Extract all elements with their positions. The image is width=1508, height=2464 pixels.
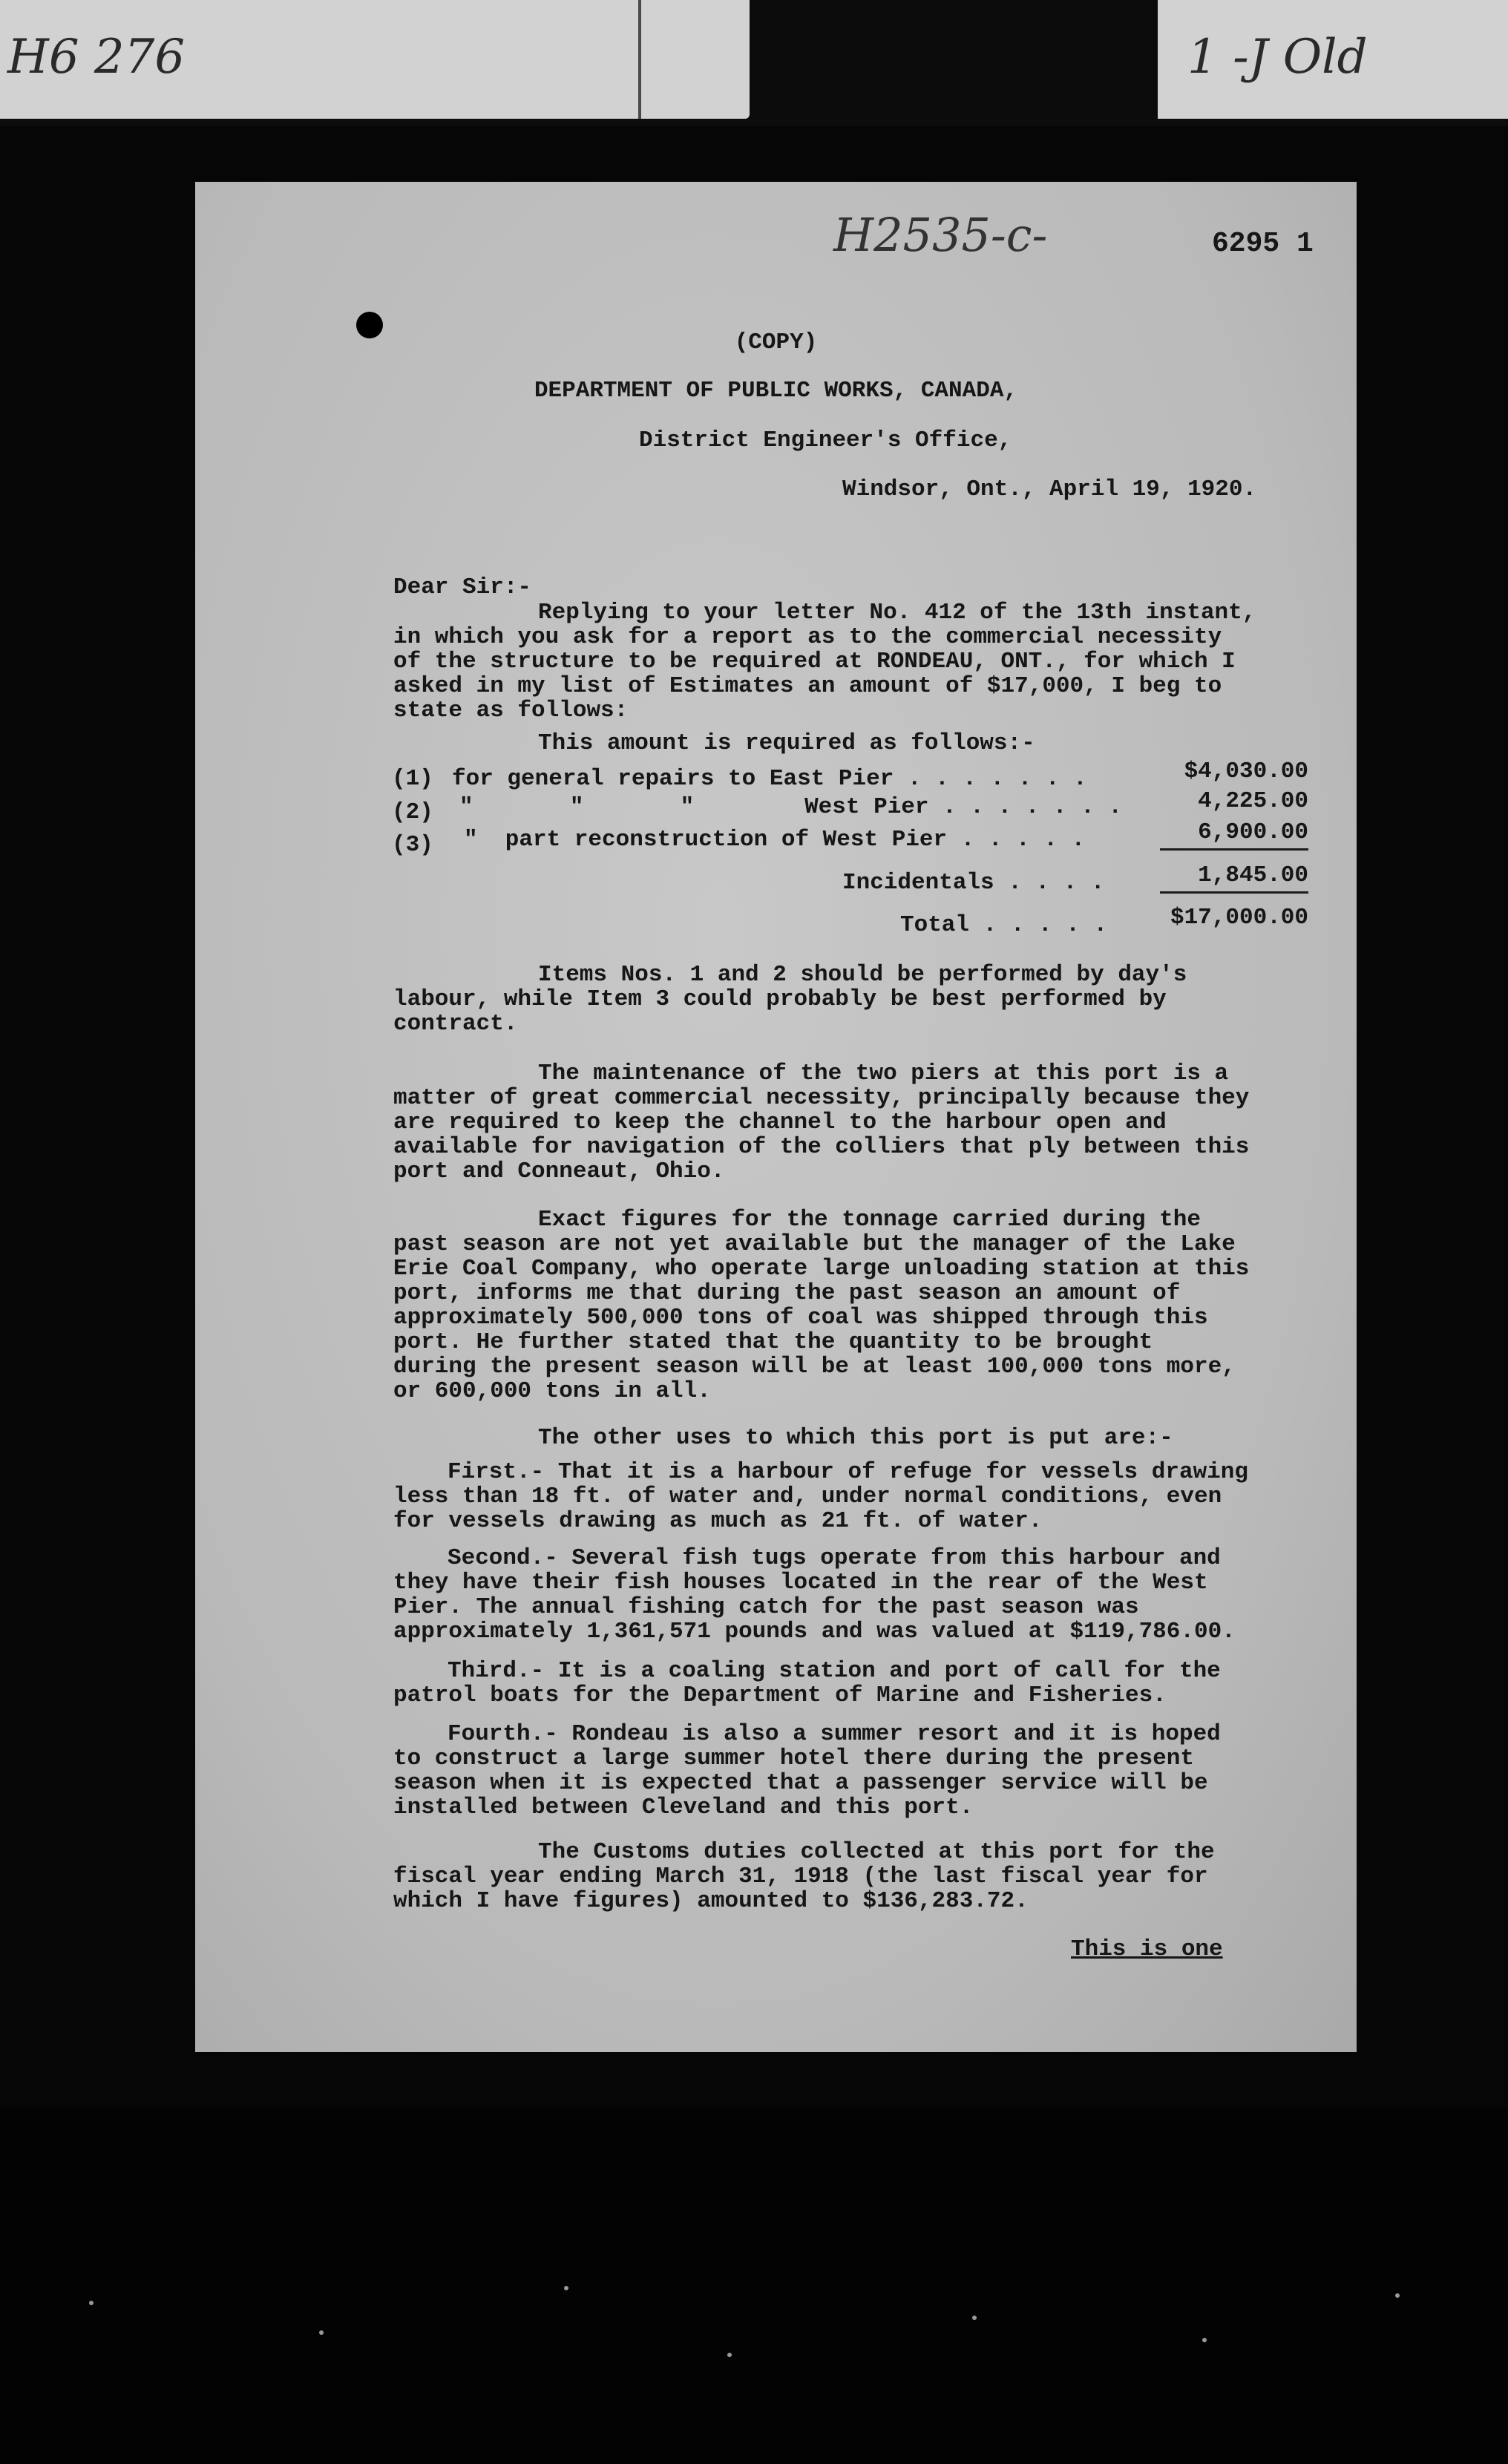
- film-speck: [1202, 2338, 1207, 2342]
- paragraph-line: Pier. The annual fishing catch for the past season was: [393, 1594, 1139, 1620]
- paragraph-line: available for navigation of the colliers that ply between this: [393, 1134, 1250, 1160]
- intro-line: Replying to your letter No. 412 of the 13th instant,: [538, 600, 1256, 626]
- item-amount: 4,225.00: [1198, 788, 1308, 814]
- intro-line: in which you ask for a report as to the commercial necessity: [393, 624, 1222, 650]
- document-page: [195, 182, 1357, 2052]
- paragraph-line: during the present season will be at least 100,000 tons more,: [393, 1354, 1236, 1380]
- item-amount: 6,900.00: [1198, 819, 1308, 845]
- microfilm-top-strip: [0, 0, 1508, 126]
- incidentals-label: Incidentals . . . .: [842, 870, 1105, 896]
- paragraph-line: port, informs me that during the past season an amount of: [393, 1280, 1181, 1306]
- total-rule: [1160, 891, 1308, 894]
- film-speck: [972, 2316, 977, 2320]
- frame-divider: [638, 0, 641, 119]
- intro-line: asked in my list of Estimates an amount of $17,000, I beg to: [393, 673, 1222, 699]
- department-heading: DEPARTMENT OF PUBLIC WORKS, CANADA,: [534, 378, 1018, 404]
- incidentals-amount: 1,845.00: [1198, 862, 1308, 888]
- paragraph-line: approximately 1,361,571 pounds and was valued at $119,786.00.: [393, 1619, 1236, 1645]
- paragraph-line: Third.- It is a coaling station and port of call for the: [448, 1658, 1221, 1684]
- paragraph-line: First.- That it is a harbour of refuge for vessels drawing: [448, 1459, 1248, 1485]
- subtotal-rule: [1160, 848, 1308, 851]
- paragraph-line: Second.- Several fish tugs operate from this harbour and: [448, 1545, 1221, 1571]
- paragraph-line: fiscal year ending March 31, 1918 (the last fiscal year for: [393, 1864, 1208, 1890]
- amount-intro: This amount is required as follows:-: [538, 730, 1035, 756]
- paragraph-line: port and Conneaut, Ohio.: [393, 1159, 725, 1185]
- intro-line: state as follows:: [393, 698, 629, 724]
- film-speck: [727, 2353, 732, 2357]
- film-speck: [319, 2330, 324, 2335]
- copy-label: (COPY): [734, 330, 818, 355]
- paragraph-line: contract.: [393, 1011, 518, 1037]
- item-description: " part reconstruction of West Pier . . . . .: [464, 827, 1086, 853]
- paragraph-line: patrol boats for the Department of Marine and Fisheries.: [393, 1682, 1167, 1708]
- paragraph-line: they have their fish houses located in the rear of the West: [393, 1570, 1208, 1596]
- paragraph-line: past season are not yet available but the manager of the Lake: [393, 1231, 1236, 1257]
- paragraph-line: or 600,000 tons in all.: [393, 1378, 711, 1404]
- paragraph-line: are required to keep the channel to the harbour open and: [393, 1110, 1167, 1136]
- paragraph-line: Items Nos. 1 and 2 should be performed by day's: [538, 962, 1187, 988]
- microfilm-bottom-strip: [0, 2108, 1508, 2464]
- paragraph-line: The other uses to which this port is put are:-: [538, 1425, 1173, 1451]
- item-number: (2): [392, 799, 433, 825]
- item-amount: $4,030.00: [1184, 758, 1308, 784]
- right-frame-handwriting: 1 -J Old: [1187, 30, 1368, 85]
- salutation: Dear Sir:-: [393, 574, 532, 600]
- item-number: (3): [392, 832, 433, 858]
- item-description: for general repairs to East Pier . . . . . . .: [452, 766, 1087, 792]
- continuation-catchword: This is one: [1071, 1936, 1223, 1962]
- paragraph-line: for vessels drawing as much as 21 ft. of water.: [393, 1508, 1043, 1534]
- total-label: Total . . . . .: [900, 912, 1108, 938]
- paragraph-line: labour, while Item 3 could probably be best performed by: [393, 986, 1167, 1012]
- paragraph-line: port. He further stated that the quantity to be brought: [393, 1329, 1153, 1355]
- paragraph-line: The Customs duties collected at this port for the: [538, 1839, 1215, 1865]
- paragraph-line: approximately 500,000 tons of coal was shipped through this: [393, 1305, 1208, 1331]
- place-date: Windsor, Ont., April 19, 1920.: [842, 476, 1257, 502]
- total-amount: $17,000.00: [1170, 905, 1308, 931]
- paragraph-line: which I have figures) amounted to $136,283.72.: [393, 1888, 1029, 1914]
- item-description: " " " West Pier . . . . . . .: [459, 794, 1122, 820]
- paragraph-line: Erie Coal Company, who operate large unloading station at this: [393, 1256, 1250, 1282]
- paragraph-line: less than 18 ft. of water and, under normal conditions, even: [393, 1484, 1222, 1510]
- intro-line: of the structure to be required at RONDEAU, ONT., for which I: [393, 649, 1236, 675]
- handwritten-reference: H2535-c-: [833, 208, 1048, 262]
- paragraph-line: installed between Cleveland and this port.: [393, 1795, 974, 1821]
- paragraph-line: Fourth.- Rondeau is also a summer resort and it is hoped: [448, 1721, 1221, 1747]
- office-heading: District Engineer's Office,: [639, 427, 1012, 453]
- film-speck: [1395, 2293, 1400, 2298]
- film-speck: [89, 2301, 94, 2305]
- page-number: 6295 1: [1212, 228, 1314, 260]
- left-frame-handwriting: H6 276: [7, 30, 186, 85]
- paragraph-line: The maintenance of the two piers at this port is a: [538, 1061, 1229, 1087]
- adjacent-frame-left: [0, 0, 750, 119]
- film-speck: [564, 2286, 568, 2290]
- paragraph-line: season when it is expected that a passenger service will be: [393, 1770, 1208, 1796]
- adjacent-frame-right: [1158, 0, 1508, 119]
- paragraph-line: Exact figures for the tonnage carried during the: [538, 1207, 1201, 1233]
- paragraph-line: matter of great commercial necessity, principally because they: [393, 1085, 1250, 1111]
- item-number: (1): [392, 766, 433, 792]
- paragraph-line: to construct a large summer hotel there during the present: [393, 1746, 1194, 1772]
